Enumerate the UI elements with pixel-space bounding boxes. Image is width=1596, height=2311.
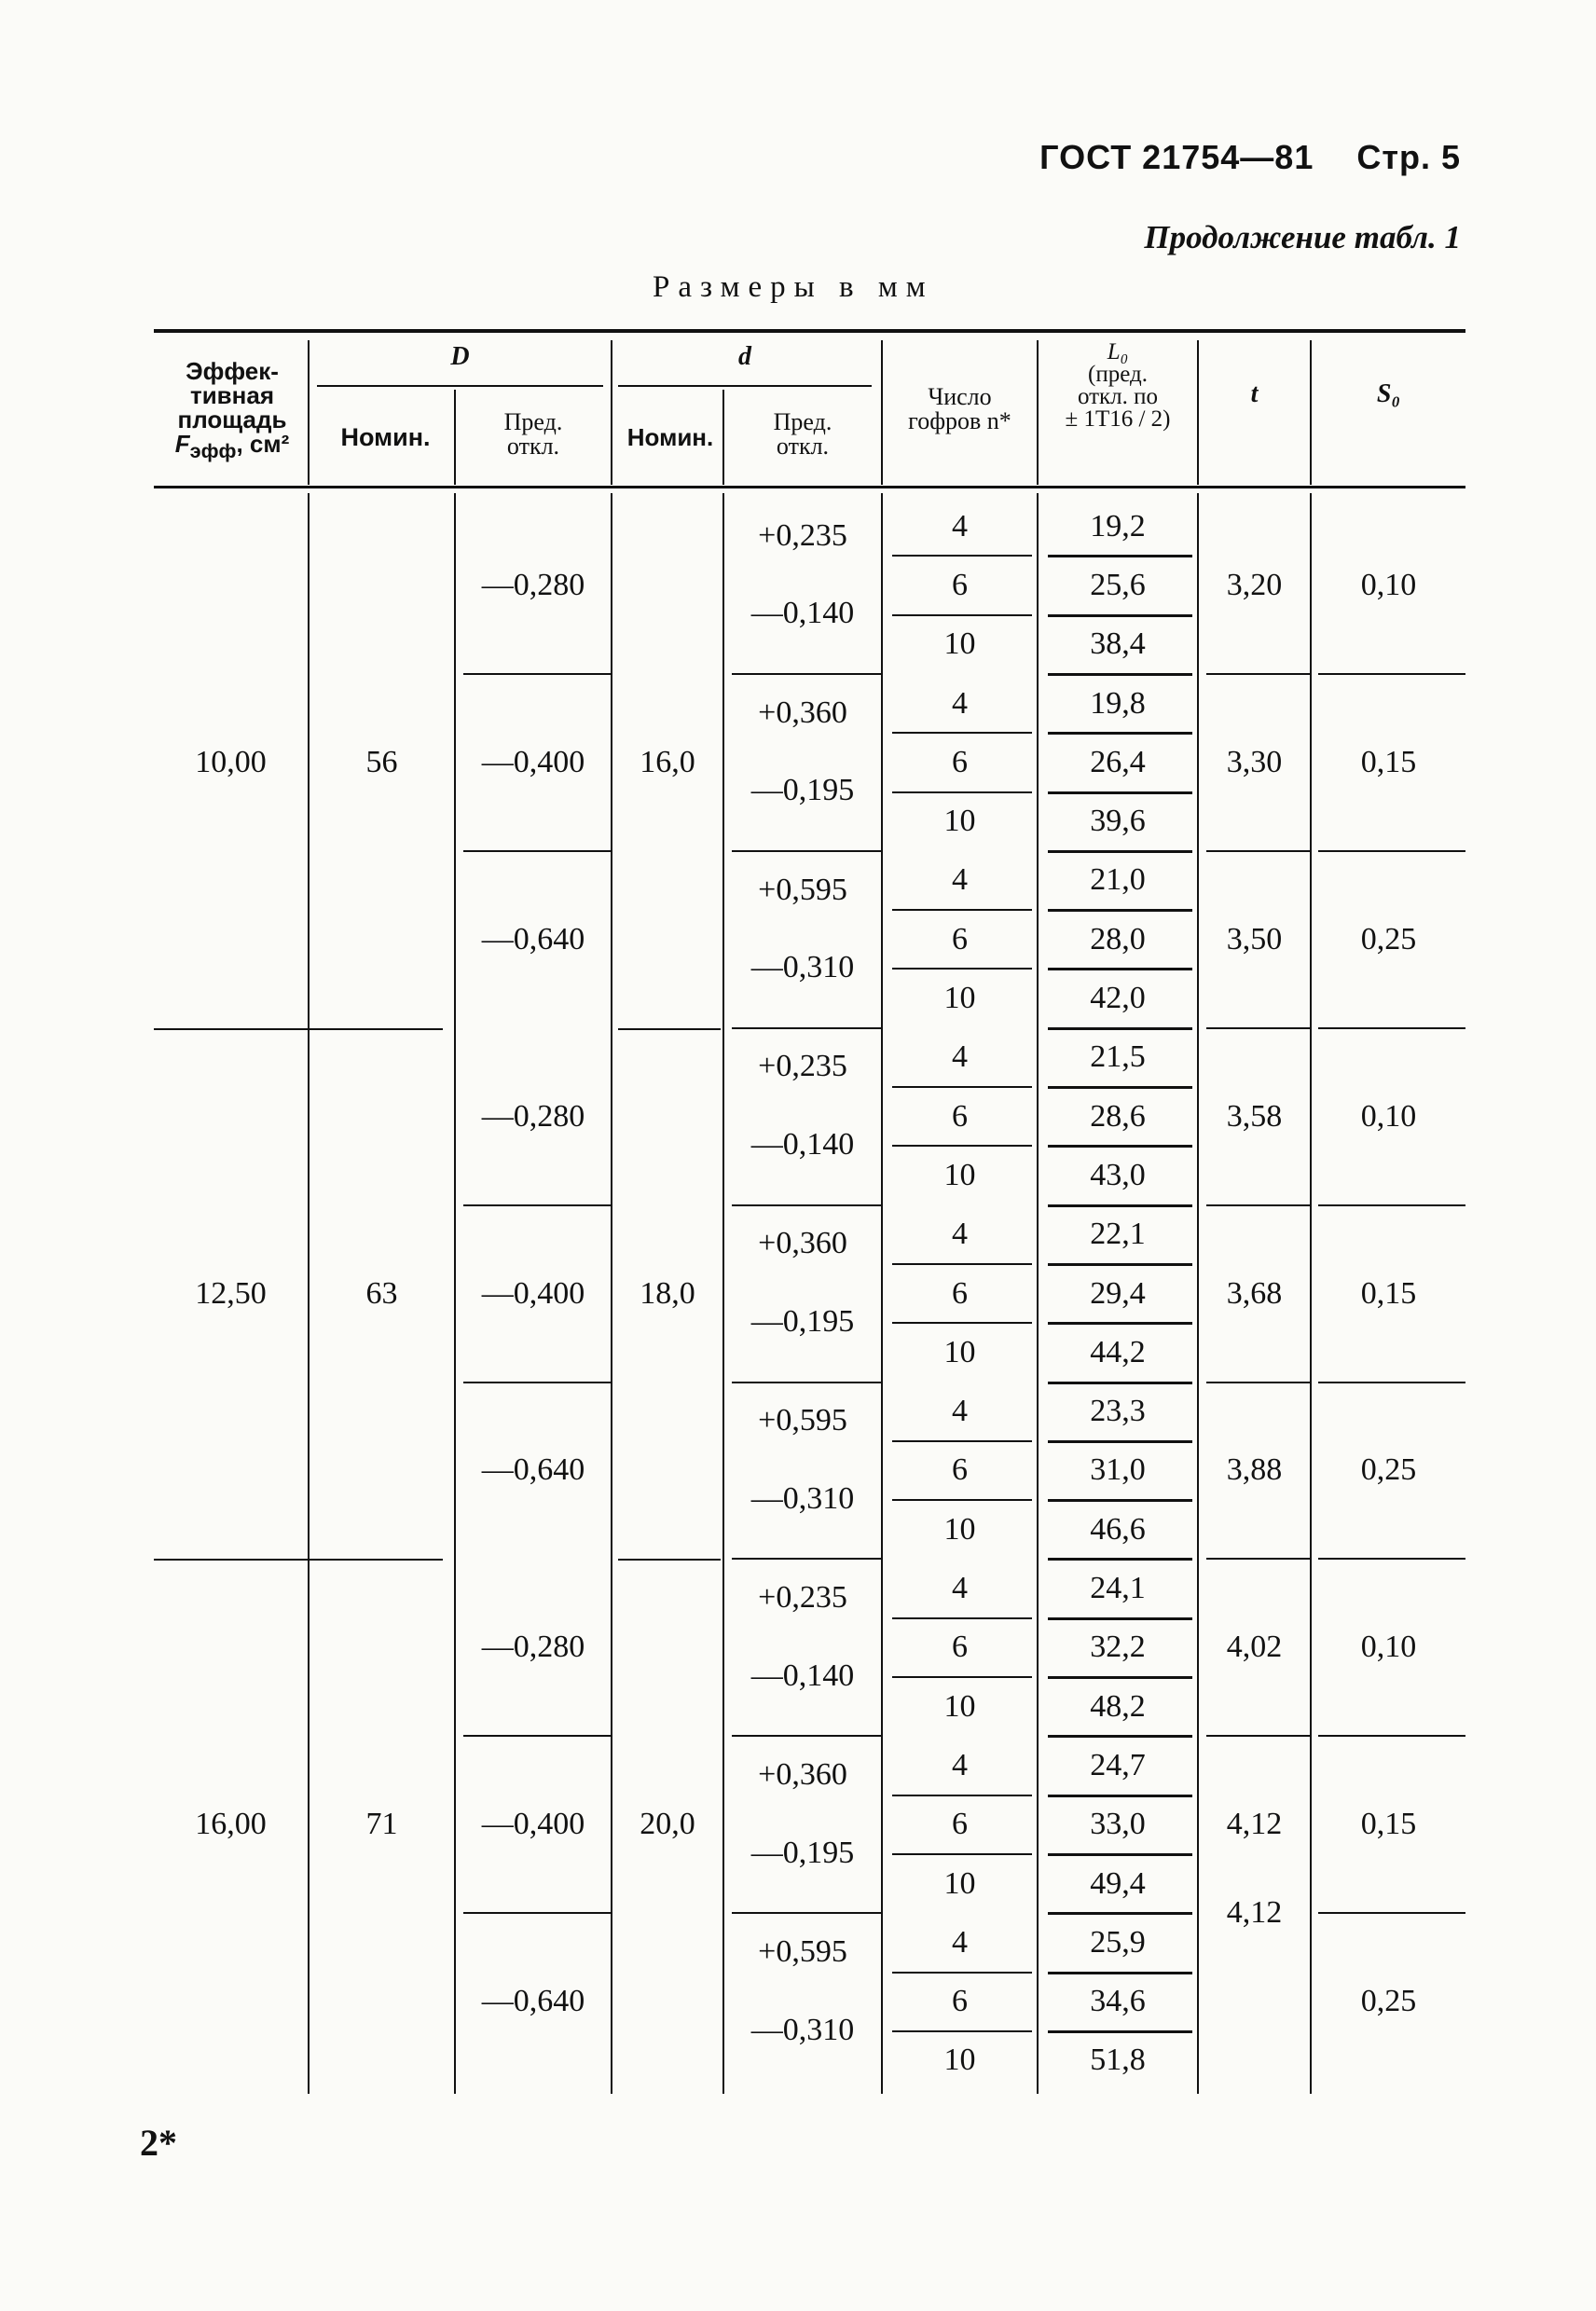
corrugation-count: 10 [943,1865,976,1901]
L0-value: 39,6 [1090,804,1146,839]
header-D-deviation: Пред. откл. [503,408,563,460]
L0-value: 33,0 [1090,1807,1146,1842]
area-value: 10,00 [195,744,267,779]
d-deviation-minus: —0,195 [750,1303,855,1339]
block-rule [732,1204,881,1206]
L0-value: 43,0 [1090,1157,1146,1192]
row-rule [1048,1382,1192,1384]
row-rule [892,1853,1032,1855]
header-rule-d [618,385,872,387]
block-rule [1318,1735,1465,1737]
D-deviation-value: —0,640 [481,1452,585,1488]
D-deviation-value: —0,400 [481,1275,585,1311]
corrugation-count: 10 [943,1511,976,1547]
row-rule [1048,1558,1192,1561]
L0-value: 25,9 [1090,1924,1146,1960]
row-rule [892,1145,1032,1147]
row-rule [892,1617,1032,1619]
s0-value: 0,25 [1360,921,1417,956]
d-deviation-minus: —0,195 [750,773,855,808]
block-rule [1206,850,1310,852]
corrugation-count: 4 [952,1039,968,1075]
row-rule [892,1086,1032,1088]
corrugation-count: 4 [952,508,968,543]
s0-value: 0,15 [1360,744,1417,779]
s0-value: 0,15 [1360,1275,1417,1311]
area-value: 12,50 [195,1275,267,1311]
block-rule [1318,1382,1465,1383]
d-nominal-value: 16,0 [640,744,695,779]
row-rule [1048,1086,1192,1089]
row-rule [1048,732,1192,735]
row-rule [1048,1027,1192,1030]
row-rule [892,614,1032,616]
corrugation-count: 4 [952,1571,968,1606]
row-rule [1048,1145,1192,1148]
block-rule [1206,1558,1310,1560]
corrugation-count: 6 [952,744,968,779]
L0-value: 48,2 [1090,1688,1146,1724]
corrugation-count: 6 [952,1984,968,2019]
block-rule [463,1204,612,1206]
block-rule [463,673,612,675]
document-header [1039,138,1461,177]
header-vline [1197,340,1199,485]
D-deviation-value: —0,640 [481,921,585,956]
row-rule [892,909,1032,911]
header-area: Эффек- тивная площадь $F_{эфф}$, см² [174,357,290,463]
row-rule [1048,850,1192,853]
t-value: 3,30 [1226,744,1283,779]
L0-value: 22,1 [1090,1217,1146,1252]
corrugation-count: 10 [943,1688,976,1724]
row-rule [892,1499,1032,1501]
row-rule [1048,1499,1192,1502]
corrugation-count: 10 [943,626,976,662]
L0-value: 44,2 [1090,1334,1146,1369]
d-deviation-plus: +0,235 [758,1049,847,1084]
gost-number: ГОСТ 21754—81 [1039,138,1314,176]
corrugation-count: 6 [952,921,968,956]
row-rule [1048,614,1192,617]
d-deviation-plus: +0,235 [758,517,847,553]
header-rule-D [317,385,603,387]
corrugation-count: 6 [952,1275,968,1311]
header-t: t [1250,379,1259,408]
d-deviation-plus: +0,595 [758,1933,847,1969]
row-rule [1048,1853,1192,1856]
row-rule [1048,1440,1192,1443]
row-rule [1048,2030,1192,2033]
block-rule [1206,1735,1310,1737]
corrugation-count: 6 [952,1807,968,1842]
header-vline [1310,340,1312,485]
row-rule [892,1972,1032,1974]
row-rule [892,732,1032,734]
row-rule [1048,1676,1192,1679]
row-rule [1048,1322,1192,1325]
d-nominal-value: 20,0 [640,1807,695,1842]
row-rule [1048,1912,1192,1915]
row-rule [892,1322,1032,1324]
block-rule [1318,1027,1465,1029]
t-value: 3,58 [1226,1098,1283,1134]
row-rule [1048,909,1192,912]
s0-value: 0,10 [1360,567,1417,602]
d-deviation-plus: +0,360 [758,1226,847,1261]
group-separator [154,1028,443,1030]
L0-value: 34,6 [1090,1984,1146,2019]
D-deviation-value: —0,280 [481,1630,585,1665]
row-rule [892,791,1032,793]
block-rule [732,1735,881,1737]
row-rule [892,2030,1032,2032]
L0-value: 21,0 [1090,862,1146,898]
L0-value: 25,6 [1090,567,1146,602]
corrugation-count: 4 [952,1217,968,1252]
D-deviation-value: —0,280 [481,1098,585,1134]
L0-value: 19,2 [1090,508,1146,543]
header-corrugations: Число гофров n* [908,383,1011,434]
header-D: D [450,342,470,371]
block-rule [732,673,881,675]
row-rule [892,1676,1032,1678]
L0-value: 24,7 [1090,1747,1146,1782]
corrugation-count: 4 [952,1747,968,1782]
header-s0: S₀ [1376,379,1401,408]
L0-value: 49,4 [1090,1865,1146,1901]
header-d-nominal: Номин. [626,423,714,451]
row-rule [1048,1263,1192,1266]
D-nominal-value: 63 [365,1275,398,1311]
d-deviation-plus: +0,595 [758,1403,847,1438]
block-rule [1318,673,1465,675]
corrugation-count: 10 [943,1334,976,1369]
row-rule [1048,791,1192,794]
d-deviation-plus: +0,595 [758,872,847,907]
header-bottom-rule [154,486,1465,488]
block-rule [1318,1204,1465,1206]
D-deviation-value: —0,280 [481,567,585,602]
block-rule [463,1735,612,1737]
block-rule [463,850,612,852]
d-deviation-minus: —0,310 [750,1480,855,1516]
table-continuation-note: Продолжение табл. 1 [1144,219,1461,255]
row-rule [1048,1617,1192,1620]
d-deviation-minus: —0,310 [750,2012,855,2047]
t-value: 3,68 [1226,1275,1283,1311]
corrugation-count: 4 [952,1924,968,1960]
t-value: 4,12 [1226,1895,1283,1931]
block-rule [1206,673,1310,675]
row-rule [892,1440,1032,1442]
L0-value: 21,5 [1090,1039,1146,1075]
L0-value: 38,4 [1090,626,1146,662]
header-vline [308,340,310,485]
corrugation-count: 10 [943,1157,976,1192]
s0-value: 0,25 [1360,1452,1417,1488]
L0-value: 31,0 [1090,1452,1146,1488]
row-rule [892,1795,1032,1796]
d-deviation-plus: +0,360 [758,695,847,730]
row-rule [1048,1795,1192,1797]
corrugation-count: 6 [952,1452,968,1488]
block-rule [1206,1382,1310,1383]
L0-value: 42,0 [1090,981,1146,1016]
t-value: 3,88 [1226,1452,1283,1488]
row-rule [1048,555,1192,557]
D-nominal-value: 56 [365,744,398,779]
D-deviation-value: —0,640 [481,1984,585,2019]
corrugation-count: 10 [943,2043,976,2078]
L0-value: 19,8 [1090,685,1146,721]
row-rule [892,1263,1032,1265]
page-number: Стр. 5 [1356,138,1461,176]
t-value: 3,50 [1226,921,1283,956]
block-rule [1318,1558,1465,1560]
units-caption: Размеры в мм [653,270,934,304]
group-separator [618,1028,721,1030]
d-deviation-plus: +0,235 [758,1580,847,1616]
footer-mark: 2* [140,2122,177,2164]
corrugation-count: 4 [952,1394,968,1429]
row-rule [1048,1204,1192,1207]
block-rule [732,1912,881,1914]
header-vline [611,340,612,485]
s0-value: 0,10 [1360,1098,1417,1134]
area-value: 16,00 [195,1807,267,1842]
block-rule [463,1912,612,1914]
corrugation-count: 6 [952,1630,968,1665]
s0-value: 0,10 [1360,1630,1417,1665]
d-deviation-plus: +0,360 [758,1757,847,1793]
D-nominal-value: 71 [365,1807,398,1842]
d-nominal-value: 18,0 [640,1275,695,1311]
L0-value: 51,8 [1090,2043,1146,2078]
corrugation-count: 6 [952,567,968,602]
row-rule [1048,1735,1192,1738]
block-rule [732,1558,881,1560]
block-rule [463,1382,612,1383]
row-rule [1048,1972,1192,1974]
header-D-nominal: Номин. [340,423,431,451]
d-deviation-minus: —0,310 [750,950,855,985]
corrugation-count: 6 [952,1098,968,1134]
header-d-deviation: Пред. откл. [773,408,832,460]
row-rule [1048,968,1192,970]
L0-value: 32,2 [1090,1630,1146,1665]
corrugation-count: 4 [952,862,968,898]
L0-value: 46,6 [1090,1511,1146,1547]
corrugation-count: 10 [943,804,976,839]
block-rule [732,1382,881,1383]
header-L0: L₀ (пред. откл. по ± 1T16 / 2) [1065,339,1171,432]
block-rule [732,850,881,852]
t-value: 3,20 [1226,567,1283,602]
L0-value: 23,3 [1090,1394,1146,1429]
block-rule [732,1027,881,1029]
group-separator [618,1559,721,1561]
row-rule [892,555,1032,557]
L0-value: 28,6 [1090,1098,1146,1134]
d-deviation-minus: —0,140 [750,1127,855,1162]
corrugation-count: 10 [943,981,976,1016]
corrugation-count: 4 [952,685,968,721]
t-value: 4,02 [1226,1630,1283,1665]
row-rule [1048,673,1192,676]
s0-value: 0,25 [1360,1984,1417,2019]
L0-value: 24,1 [1090,1571,1146,1606]
group-separator [154,1559,443,1561]
d-deviation-minus: —0,140 [750,596,855,631]
block-rule [1206,1027,1310,1029]
t-value: 4,12 [1226,1807,1283,1842]
L0-value: 28,0 [1090,921,1146,956]
D-deviation-value: —0,400 [481,744,585,779]
d-deviation-minus: —0,140 [750,1658,855,1693]
d-deviation-minus: —0,195 [750,1835,855,1870]
header-d: d [738,342,751,371]
L0-value: 26,4 [1090,744,1146,779]
s0-value: 0,15 [1360,1807,1417,1842]
block-rule [1318,850,1465,852]
block-rule [1206,1204,1310,1206]
table-top-rule [154,329,1465,333]
row-rule [892,968,1032,970]
block-rule [1318,1912,1465,1914]
D-deviation-value: —0,400 [481,1807,585,1842]
L0-value: 29,4 [1090,1275,1146,1311]
